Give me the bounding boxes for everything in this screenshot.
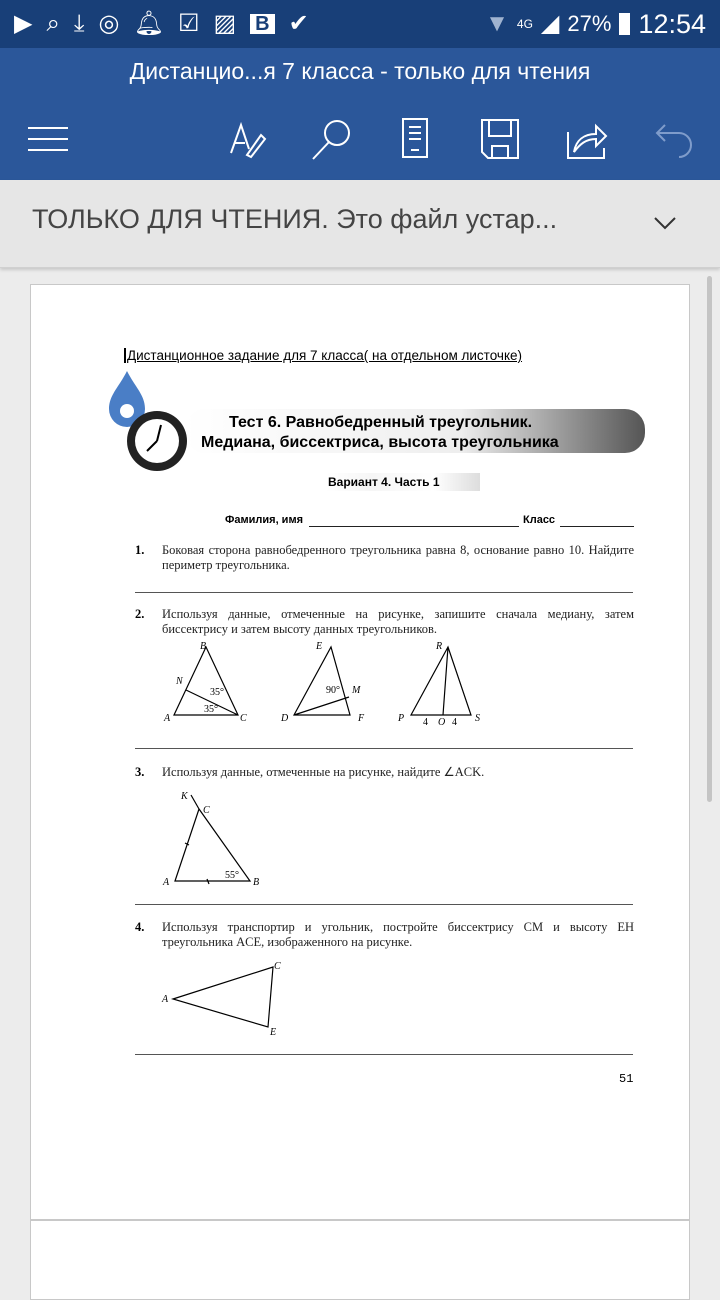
app-bar	[0, 48, 720, 180]
hamburger-icon	[26, 124, 68, 154]
vk-icon: B	[250, 14, 274, 34]
test-title-line-2: Медиана, биссектриса, высота треугольника	[201, 434, 559, 451]
battery-percent: 27%	[567, 11, 612, 36]
document-page[interactable]	[30, 284, 690, 1220]
triangle-ace-shape	[173, 967, 273, 1027]
check-icon: ✔	[288, 10, 309, 37]
image-icon: ▨	[213, 10, 237, 37]
triangle-def	[294, 647, 350, 715]
reading-view-button[interactable]	[390, 114, 440, 164]
fig-label: B	[253, 877, 260, 888]
question-4-number: 4.	[135, 920, 145, 934]
fig-label: M	[352, 685, 361, 696]
fig-label: 90°	[326, 685, 340, 696]
class-label: Класс	[523, 514, 556, 526]
menu-button[interactable]	[22, 114, 72, 164]
fig-label: C	[203, 805, 210, 816]
fig-label: 4	[423, 717, 428, 728]
fig-label: F	[358, 713, 365, 724]
share-icon	[566, 118, 608, 160]
fig-label: D	[281, 713, 289, 724]
figure-triangle-ace	[161, 957, 291, 1042]
fig-label: E	[270, 1027, 277, 1038]
question-1-number: 1.	[135, 543, 145, 557]
search-icon: ⌕	[46, 10, 60, 37]
fig-label: 35°	[210, 687, 224, 698]
wifi-icon: ▼	[485, 10, 509, 37]
undo-button[interactable]	[650, 114, 700, 164]
undo-icon	[655, 119, 695, 159]
fig-label: E	[316, 641, 323, 652]
figure-triangles	[166, 641, 546, 731]
figure-triangle-abc	[161, 785, 311, 895]
fig-label: C	[240, 713, 247, 724]
network-type: 4G	[516, 16, 533, 31]
class-field-line	[560, 526, 634, 527]
question-2-text: Используя данные, отмеченные на рисунке, запишите сначала медиану, затем биссектрису и затем высоту данных треугольников.	[162, 607, 634, 636]
save-button[interactable]	[475, 114, 525, 164]
fig-label: 4	[452, 717, 457, 728]
banner-text: ТОЛЬКО ДЛЯ ЧТЕНИЯ. Это файл устар...	[32, 204, 558, 234]
name-label: Фамилия, имя	[225, 514, 304, 526]
fig-label: R	[436, 641, 443, 652]
fig-label: B	[200, 641, 207, 652]
answer-line	[135, 904, 633, 905]
status-bar	[0, 0, 720, 48]
download-icon: ⤓	[73, 10, 85, 37]
fig-label: A	[164, 713, 171, 724]
fig-label: A	[163, 877, 170, 888]
name-field-line	[309, 526, 519, 527]
test-title-line-1: Тест 6. Равнобедренный треугольник.	[229, 414, 533, 431]
mobile-view-icon	[400, 117, 430, 161]
battery-icon	[619, 13, 630, 35]
chevron-down-icon[interactable]	[650, 208, 680, 238]
fig-label: K	[181, 791, 188, 802]
question-2-number: 2.	[135, 607, 145, 621]
triangle-prs	[411, 647, 471, 715]
scrollbar[interactable]	[707, 276, 712, 802]
fig-label: S	[475, 713, 480, 724]
share-button[interactable]	[562, 114, 612, 164]
signal-icon: ◢	[540, 10, 560, 37]
document-heading: Дистанционное задание для 7 класса( на отдельном листочке)	[124, 348, 522, 363]
variant-label: Вариант 4. Часть 1	[326, 473, 480, 491]
read-only-banner[interactable]	[0, 180, 720, 268]
checkbox-icon: ☑	[177, 10, 200, 37]
answer-line	[135, 748, 633, 749]
fig-label: N	[176, 676, 183, 687]
play-icon: ▶	[14, 10, 33, 37]
document-title: Дистанцио...я 7 класса - только для чтения	[129, 58, 591, 84]
fig-label: P	[398, 713, 405, 724]
answer-line	[135, 1054, 633, 1055]
fig-label: C	[274, 961, 281, 972]
answer-line	[135, 592, 633, 593]
question-1-text: Боковая сторона равнобедренного треугольника равна 8, основание равно 10. Найдите периметр треугольника.	[162, 543, 634, 572]
search-icon	[309, 117, 353, 161]
save-icon	[480, 118, 520, 160]
page-number: 51	[619, 1072, 634, 1086]
bell-icon: 🔔︎	[133, 10, 164, 37]
clock: 12:54	[638, 8, 706, 39]
question-3-text: Используя данные, отмеченные на рисунке, найдите ∠ACK.	[162, 765, 485, 779]
edit-button[interactable]	[222, 114, 272, 164]
fig-label: O	[438, 717, 446, 728]
question-3-number: 3.	[135, 765, 145, 779]
question-4-text: Используя транспортир и угольник, постройте биссектрису CM и высоту EH треугольника ACE, изображенного на рисунке.	[162, 920, 634, 949]
fig-label: 35°	[204, 704, 218, 715]
search-button[interactable]	[306, 114, 356, 164]
next-document-page[interactable]	[30, 1220, 690, 1300]
edit-text-icon	[227, 119, 267, 159]
instagram-icon: ◎	[98, 10, 120, 37]
fig-label: A	[162, 994, 169, 1005]
fig-label: 55°	[225, 870, 239, 881]
